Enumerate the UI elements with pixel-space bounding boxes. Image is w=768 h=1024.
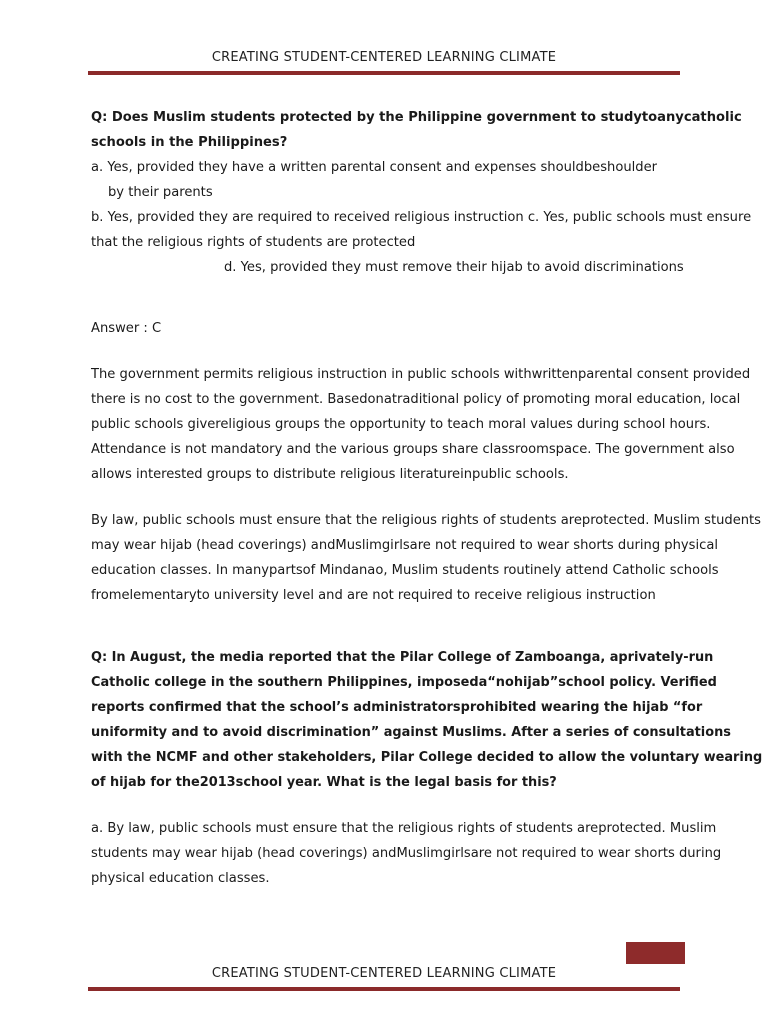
header-rule [88,71,680,75]
question-1-option-a: a. Yes, provided they have a written parental consent and expenses shouldbeshoulder [91,160,658,175]
page-header: CREATING STUDENT-CENTERED LEARNING CLIMATE [211,50,557,65]
explanation-paragraph-1: The government permits religious instruction in public schools withwrittenparental consent provided there is no cost to the government. Basedonatraditional policy of promoting moral education, local public schools givereligious groups the opportunity to teach moral values during school hours. Attendance is not mandatory and the various groups share classroomspace. The government also allows interested groups to distribute religious literatureinpublic schools. [91,367,751,482]
question-2-text: Q: In August, the media reported that the Pilar College of Zamboanga, aprivately-run Catholic college in the southern Philippines, imposeda“nohijab”school policy. Verified reports confirmed that the school’s administratorsprohibited wearing the hijab “for uniformity and to avoid discrimination” against Muslims. After a series of consultations with the NCMF and other stakeholders, Pilar College decided to allow the voluntary wearing of hijab for the2013school year. What is the legal basis for this? [91,650,763,790]
question-1-answer: Answer : C [91,321,162,336]
footer-rule [88,987,680,991]
question-2-option-a: a. By law, public schools must ensure that the religious rights of students areprotected. Muslim students may wear hijab (head coverings) andMuslimgirlsare not required to wear shorts during physical education classes. [91,821,722,886]
document-body [91,105,767,891]
question-1-text: Q: Does Muslim students protected by the Philippine government to studytoanycatholic schools in the Philippines? [91,110,742,150]
explanation-paragraph-2: By law, public schools must ensure that the religious rights of students areprotected. Muslim students may wear hijab (head coverings) andMuslimgirlsare not required to wear shorts during physical education classes. In manypartsof Mindanao, Muslim students routinely attend Catholic schools fromelementaryto university level and are not required to receive religious instruction [91,513,762,603]
question-1-option-b-c: b. Yes, provided they are required to received religious instruction c. Yes, public schools must ensure that the religious rights of students are protected [91,210,752,250]
page-footer: CREATING STUDENT-CENTERED LEARNING CLIMATE [211,966,557,981]
footer-accent-block [626,942,685,964]
question-1-option-a-continued: by their parents [108,185,213,200]
question-1-option-d: d. Yes, provided they must remove their hijab to avoid discriminations [224,260,684,275]
